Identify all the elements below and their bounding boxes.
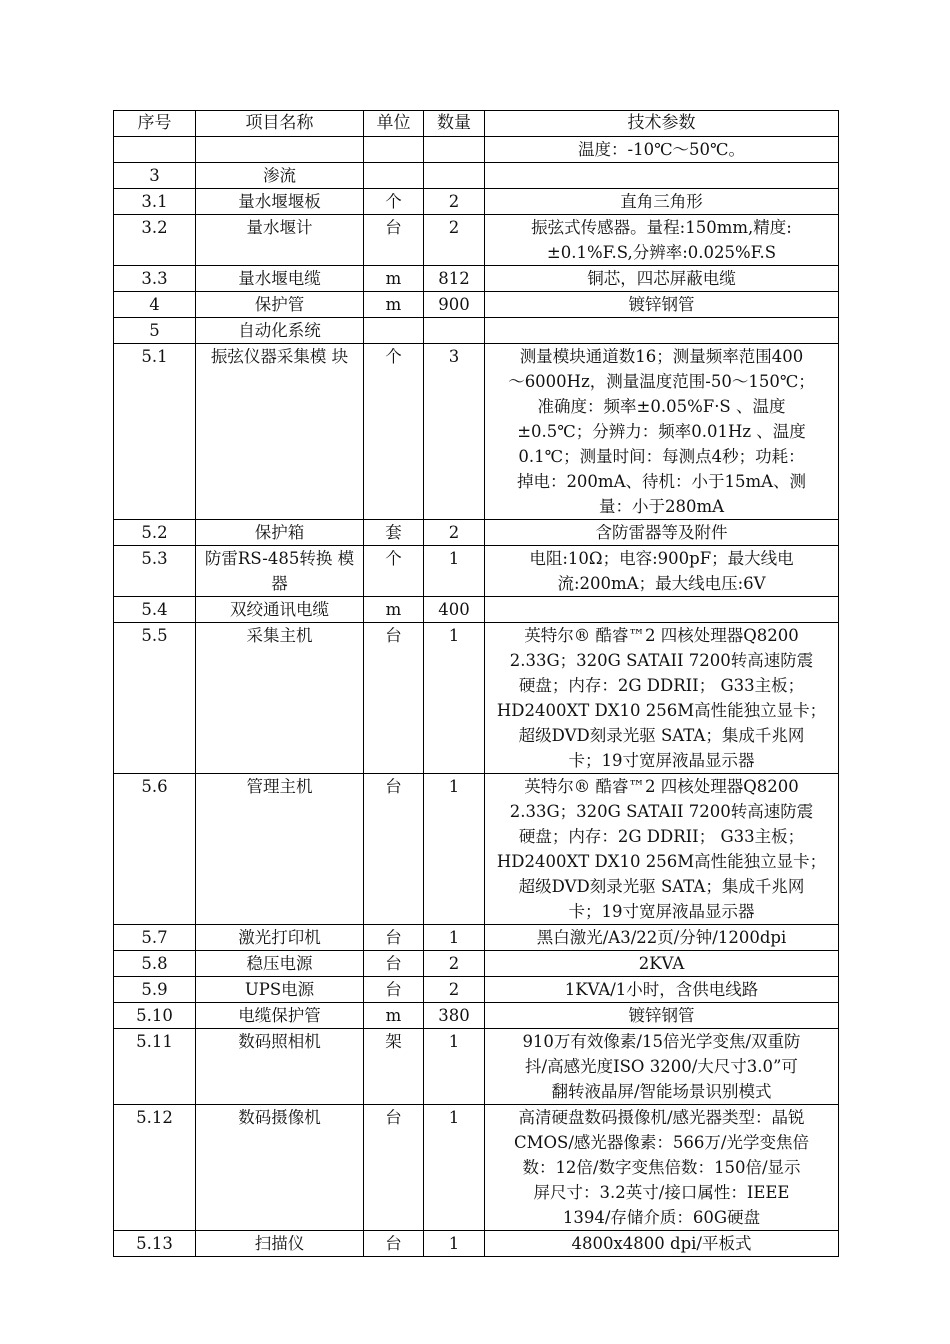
cell-tech-params: [485, 318, 839, 344]
cell-quantity: [424, 163, 485, 189]
cell-tech-params: 含防雷器等及附件: [485, 520, 839, 546]
cell-tech-params: 高清硬盘数码摄像机/感光器类型：晶锐 CMOS/感光器像素：566万/光学变焦倍 数：12倍/数字变焦倍数：150倍/显示 屏尺寸：3.2英寸/接口属性：IEEE 1394/存储介质：60G硬盘: [485, 1105, 839, 1231]
cell-tech-params: 4800x4800 dpi/平板式: [485, 1231, 839, 1257]
table-row: [114, 1231, 839, 1257]
cell-unit: [364, 318, 424, 344]
table-row: [114, 1029, 839, 1105]
cell-quantity: 400: [424, 597, 485, 623]
header-tech-params: 技术参数: [485, 111, 839, 137]
table-row: [114, 215, 839, 266]
cell-quantity: 1: [424, 774, 485, 925]
cell-unit: 个: [364, 189, 424, 215]
cell-tech-params: 910万有效像素/15倍光学变焦/双重防 抖/高感光度ISO 3200/大尺寸3.0”可 翻转液晶屏/智能场景识别模式: [485, 1029, 839, 1105]
cell-tech-params: 电阻:10Ω；电容:900pF；最大线电 流:200mA；最大线电压:6V: [485, 546, 839, 597]
table-row: [114, 189, 839, 215]
cell-quantity: 2: [424, 520, 485, 546]
cell-no: 5.1: [114, 344, 196, 520]
cell-item-name: 电缆保护管: [196, 1003, 364, 1029]
cell-item-name: 管理主机: [196, 774, 364, 925]
cell-quantity: 380: [424, 1003, 485, 1029]
table-row: [114, 292, 839, 318]
cell-quantity: 900: [424, 292, 485, 318]
cell-unit: 台: [364, 951, 424, 977]
cell-no: 5.4: [114, 597, 196, 623]
cell-no: [114, 137, 196, 163]
cell-quantity: [424, 137, 485, 163]
table-row: [114, 546, 839, 597]
cell-tech-params: 1KVA/1小时，含供电线路: [485, 977, 839, 1003]
cell-item-name: 双绞通讯电缆: [196, 597, 364, 623]
cell-tech-params: 温度：-10℃～50℃。: [485, 137, 839, 163]
cell-no: 5.3: [114, 546, 196, 597]
table-row: [114, 597, 839, 623]
table-row: [114, 951, 839, 977]
cell-unit: [364, 137, 424, 163]
cell-item-name: 渗流: [196, 163, 364, 189]
cell-item-name: 数码照相机: [196, 1029, 364, 1105]
cell-quantity: 1: [424, 1105, 485, 1231]
cell-tech-params: [485, 597, 839, 623]
header-no: 序号: [114, 111, 196, 137]
cell-item-name: 保护管: [196, 292, 364, 318]
table-row: [114, 520, 839, 546]
cell-item-name: 保护箱: [196, 520, 364, 546]
table-row: [114, 774, 839, 925]
cell-no: 5.7: [114, 925, 196, 951]
cell-tech-params: 直角三角形: [485, 189, 839, 215]
cell-item-name: [196, 137, 364, 163]
cell-no: 3.2: [114, 215, 196, 266]
cell-quantity: 2: [424, 951, 485, 977]
table-body: [114, 137, 839, 1257]
cell-tech-params: 英特尔® 酷睿™2 四核处理器Q8200 2.33G；320G SATAII 7200转高速防震 硬盘；内存：2G DDRII； G33主板； HD2400XT DX10 256M高性能独立显卡； 超级DVD刻录光驱 SATA；集成千兆网 卡；19寸宽屏液晶显示器: [485, 623, 839, 774]
cell-item-name: 自动化系统: [196, 318, 364, 344]
equipment-spec-table: [113, 110, 839, 1257]
cell-item-name: 量水堰计: [196, 215, 364, 266]
cell-no: 5.10: [114, 1003, 196, 1029]
cell-item-name: 数码摄像机: [196, 1105, 364, 1231]
cell-item-name: 防雷RS-485转换 模器: [196, 546, 364, 597]
cell-no: 4: [114, 292, 196, 318]
cell-no: 3.1: [114, 189, 196, 215]
cell-unit: 个: [364, 344, 424, 520]
cell-item-name: 扫描仪: [196, 1231, 364, 1257]
header-quantity: 数量: [424, 111, 485, 137]
cell-tech-params: [485, 163, 839, 189]
cell-unit: 台: [364, 1231, 424, 1257]
cell-quantity: [424, 318, 485, 344]
table-row: [114, 623, 839, 774]
table-row: [114, 344, 839, 520]
cell-unit: m: [364, 292, 424, 318]
cell-tech-params: 2KVA: [485, 951, 839, 977]
table-row: [114, 137, 839, 163]
table-row: [114, 266, 839, 292]
cell-quantity: 1: [424, 1029, 485, 1105]
cell-unit: 套: [364, 520, 424, 546]
cell-item-name: UPS电源: [196, 977, 364, 1003]
cell-tech-params: 振弦式传感器。量程:150mm,精度: ±0.1%F.S,分辨率:0.025%F.S: [485, 215, 839, 266]
cell-unit: m: [364, 1003, 424, 1029]
cell-unit: 个: [364, 546, 424, 597]
cell-no: 5: [114, 318, 196, 344]
cell-no: 5.8: [114, 951, 196, 977]
cell-no: 5.6: [114, 774, 196, 925]
cell-unit: 台: [364, 623, 424, 774]
cell-unit: m: [364, 597, 424, 623]
cell-tech-params: 测量模块通道数16；测量频率范围400 ～6000Hz，测量温度范围-50～150℃； 准确度：频率±0.05%F·S 、温度 ±0.5℃；分辨力：频率0.01Hz 、温度 0.1℃；测量时间：每测点4秒；功耗： 掉电：200mA、待机：小于15mA、测 量：小于280mA: [485, 344, 839, 520]
cell-item-name: 稳压电源: [196, 951, 364, 977]
cell-tech-params: 镀锌钢管: [485, 1003, 839, 1029]
cell-unit: 台: [364, 774, 424, 925]
table-row: [114, 925, 839, 951]
cell-unit: 架: [364, 1029, 424, 1105]
cell-no: 3: [114, 163, 196, 189]
table-row: [114, 977, 839, 1003]
cell-quantity: 3: [424, 344, 485, 520]
cell-no: 5.12: [114, 1105, 196, 1231]
cell-quantity: 2: [424, 215, 485, 266]
table-row: [114, 163, 839, 189]
table-row: [114, 318, 839, 344]
cell-quantity: 1: [424, 623, 485, 774]
cell-tech-params: 英特尔® 酷睿™2 四核处理器Q8200 2.33G；320G SATAII 7200转高速防震 硬盘；内存：2G DDRII； G33主板； HD2400XT DX10 256M高性能独立显卡； 超级DVD刻录光驱 SATA；集成千兆网 卡；19寸宽屏液晶显示器: [485, 774, 839, 925]
cell-unit: 台: [364, 925, 424, 951]
cell-tech-params: 黑白激光/A3/22页/分钟/1200dpi: [485, 925, 839, 951]
cell-no: 3.3: [114, 266, 196, 292]
table-header-row: [114, 111, 839, 137]
cell-quantity: 2: [424, 189, 485, 215]
cell-no: 5.11: [114, 1029, 196, 1105]
cell-no: 5.2: [114, 520, 196, 546]
cell-item-name: 振弦仪器采集模 块: [196, 344, 364, 520]
table-row: [114, 1105, 839, 1231]
cell-unit: [364, 163, 424, 189]
cell-item-name: 量水堰电缆: [196, 266, 364, 292]
cell-item-name: 量水堰堰板: [196, 189, 364, 215]
cell-quantity: 2: [424, 977, 485, 1003]
cell-quantity: 1: [424, 546, 485, 597]
cell-quantity: 1: [424, 925, 485, 951]
header-item-name: 项目名称: [196, 111, 364, 137]
cell-unit: 台: [364, 215, 424, 266]
cell-no: 5.5: [114, 623, 196, 774]
cell-item-name: 采集主机: [196, 623, 364, 774]
cell-no: 5.13: [114, 1231, 196, 1257]
cell-unit: 台: [364, 1105, 424, 1231]
cell-quantity: 812: [424, 266, 485, 292]
cell-tech-params: 铜芯，四芯屏蔽电缆: [485, 266, 839, 292]
cell-quantity: 1: [424, 1231, 485, 1257]
cell-unit: m: [364, 266, 424, 292]
cell-unit: 台: [364, 977, 424, 1003]
header-unit: 单位: [364, 111, 424, 137]
cell-tech-params: 镀锌钢管: [485, 292, 839, 318]
cell-item-name: 激光打印机: [196, 925, 364, 951]
table-row: [114, 1003, 839, 1029]
cell-no: 5.9: [114, 977, 196, 1003]
